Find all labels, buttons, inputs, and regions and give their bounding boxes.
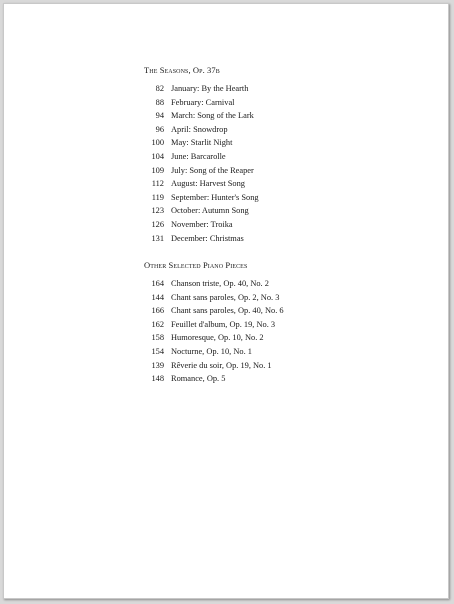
toc-entry (144, 177, 259, 191)
toc-entry (144, 318, 284, 332)
toc-section-the-seasons (144, 65, 259, 245)
page-number: 126 (151, 219, 164, 229)
page-number: 82 (155, 84, 164, 93)
page-number: 96 (155, 124, 164, 134)
piece-title: April: Snowdrop (171, 124, 228, 134)
toc-entry (144, 109, 259, 123)
page-number: 166 (151, 306, 164, 316)
page-number: 100 (151, 138, 164, 148)
piece-title: Feuillet d'album, Op. 19, No. 3 (171, 319, 276, 329)
toc-entry (144, 359, 284, 373)
page-number: 94 (155, 111, 164, 121)
toc-entry (144, 345, 284, 359)
toc-entry (144, 123, 259, 137)
piece-title: Romance, Op. 5 (171, 374, 226, 384)
piece-title: August: Harvest Song (171, 179, 245, 189)
toc-entry (144, 150, 259, 164)
piece-title: January: By the Hearth (171, 84, 249, 93)
page-number: 148 (151, 374, 164, 384)
toc-entry (144, 232, 259, 246)
page-number: 158 (151, 333, 164, 343)
toc-entry (144, 96, 259, 110)
toc-entry (144, 291, 284, 305)
toc-entry (144, 277, 284, 291)
piece-title: March: Song of the Lark (171, 111, 254, 121)
toc-entry (144, 331, 284, 345)
toc-entry (144, 304, 284, 318)
piece-title: Nocturne, Op. 10, No. 1 (171, 346, 252, 356)
piece-title: June: Barcarolle (171, 151, 226, 161)
toc-entry (144, 372, 284, 386)
toc-entry (144, 218, 259, 232)
piece-title: September: Hunter's Song (171, 192, 259, 202)
toc-entry (144, 82, 259, 96)
section-title: The Seasons, Op. 37b (144, 65, 220, 75)
piece-title: Rêverie du soir, Op. 19, No. 1 (171, 360, 272, 370)
piece-title: February: Carnival (171, 97, 235, 107)
piece-title: Chanson triste, Op. 40, No. 2 (171, 279, 269, 288)
piece-title: October: Autumn Song (171, 206, 249, 216)
page-number: 109 (151, 165, 164, 175)
piece-title: July: Song of the Reaper (171, 165, 254, 175)
piece-title: Humoresque, Op. 10, No. 2 (171, 333, 264, 343)
page-number: 144 (151, 292, 164, 302)
piece-title: November: Troika (171, 219, 233, 229)
document-page (3, 3, 449, 599)
piece-title: Chant sans paroles, Op. 40, No. 6 (171, 306, 284, 316)
toc-entry (144, 191, 259, 205)
page-number: 164 (151, 279, 164, 288)
page-number: 119 (151, 192, 164, 202)
piece-title: December: Christmas (171, 233, 244, 243)
page-number: 162 (151, 319, 164, 329)
page-number: 112 (151, 179, 164, 189)
page-number: 104 (151, 151, 164, 161)
piece-title: May: Starlit Night (171, 138, 233, 148)
section-title: Other Selected Piano Pieces (144, 260, 248, 270)
piece-title: Chant sans paroles, Op. 2, No. 3 (171, 292, 280, 302)
page-number: 139 (151, 360, 164, 370)
page-number: 88 (155, 97, 164, 107)
toc-entry (144, 136, 259, 150)
page-number: 123 (151, 206, 164, 216)
toc-entry (144, 164, 259, 178)
toc-entry (144, 204, 259, 218)
page-number: 131 (151, 233, 164, 243)
toc-section-other-piano-pieces (144, 260, 284, 386)
page-number: 154 (151, 346, 164, 356)
